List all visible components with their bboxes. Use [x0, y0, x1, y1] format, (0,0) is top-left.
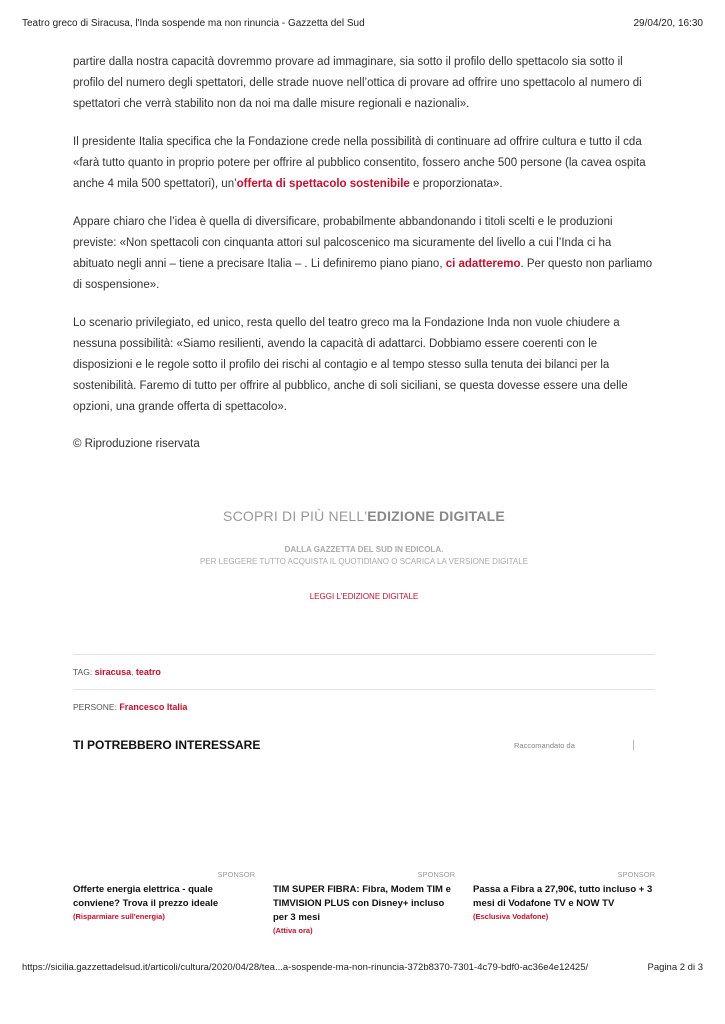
recommendations-title: TI POTREBBERO INTERESSARE: [73, 738, 261, 752]
paragraph-text: e proporzionata».: [409, 178, 503, 190]
print-datetime: 29/04/20, 16:30: [633, 18, 703, 29]
copyright-notice: © Riproduzione riservata: [73, 438, 200, 450]
divider: [73, 654, 655, 655]
recommended-by[interactable]: Raccomandato da: [514, 741, 575, 750]
article-paragraph: [73, 132, 655, 195]
sponsor-label: SPONSOR: [217, 870, 255, 879]
article-paragraph: Lo scenario privilegiato, ed unico, resta quello del teatro greco ma la Fondazione Inda non vuole chiudere a nessuna possibilità: «Siamo resilienti, avendo la capacità di adattarci. Dobbiamo essere coerenti con le disposizioni e le regole sotto il profilo dei rischi al contagio e al tempo stesso sulla tenuta dei bilanci per la sostenibilità. Faremo di tutto per offrire al pubblico, anche di soli siciliani, se questa dovesse essere una delle opzioni, una grande offerta di spettacolo».: [73, 317, 628, 413]
digital-edition-title: [73, 508, 655, 524]
inline-link-offerta[interactable]: offerta di spettacolo sostenibile: [236, 178, 410, 190]
sponsored-card[interactable]: [473, 870, 655, 935]
digital-edition-promo: [73, 508, 655, 604]
card-source[interactable]: (Attiva ora): [273, 926, 313, 935]
divider: [73, 689, 655, 690]
print-url: https://sicilia.gazzettadelsud.it/articoli/cultura/2020/04/28/tea...a-sospende-ma-non-rinuncia-372b8370-7301-4c79-bdf0-ac36e4e12425/: [22, 962, 589, 973]
tags-label: TAG:: [73, 667, 93, 677]
sponsor-label: SPONSOR: [417, 870, 455, 879]
card-headline[interactable]: Offerte energia elettrica - quale conviene? Trova il prezzo ideale: [73, 884, 219, 909]
digital-title-light: SCOPRI DI PIÙ NELL': [223, 508, 368, 524]
paragraph-text: Il presidente Italia specifica che la Fondazione crede nella possibilità di continuare ad offrire cultura e tutto il cda «farà tutto quanto in proprio potere per offrire al pubblico consentito, fossero anche 500 persone (la cavea ospita anche 4 mila 500 spettatori), un’: [73, 136, 646, 190]
print-page-title: Teatro greco di Siracusa, l'Inda sospende ma non rinuncia - Gazzetta del Sud: [22, 18, 365, 29]
article-body: [73, 52, 655, 435]
card-source[interactable]: (Esclusiva Vodafone): [473, 912, 549, 921]
card-headline[interactable]: TIM SUPER FIBRA: Fibra, Modem TIM e TIMVISION PLUS con Disney+ incluso per 3 mesi: [273, 884, 451, 923]
recommended-by-divider: [633, 740, 634, 750]
paragraph-text: Appare chiaro che l’idea è quella di diversificare, probabilmente abbandonando i titoli scelti e le produzioni previste: «Non spettacoli con cinquanta attori sul palcoscenico ma sicuramente del livello a cui l’Inda ci ha abituato negli anni – tiene a precisare Italia – . Li definiremo piano piano,: [73, 216, 613, 270]
card-headline[interactable]: Passa a Fibra a 27,90€, tutto incluso + 3 mesi di Vodafone TV e NOW TV: [473, 884, 653, 909]
paragraph-text: . Per questo non parliamo di sospensione».: [73, 258, 653, 291]
tag-siracusa[interactable]: siracusa: [94, 667, 132, 677]
tag-teatro[interactable]: teatro: [135, 667, 161, 677]
article-paragraph: partire dalla nostra capacità dovremmo provare ad immaginare, sia sotto il profilo dello spettacolo sia sotto il profilo del numero degli spettatori, delle strade nuove nell’ottica di provare ad offrire uno spettacolo al numero di spettatori che verrà stabilito non da noi ma dalle misure regionali e nazionali».: [73, 56, 642, 110]
article-paragraph: [73, 212, 655, 296]
inline-link-adatteremo[interactable]: ci adatteremo: [445, 258, 521, 270]
tags-row: [73, 667, 161, 677]
digital-title-bold: EDIZIONE DIGITALE: [367, 508, 505, 524]
people-label: PERSONE:: [73, 702, 117, 712]
print-header: [22, 18, 703, 29]
digital-edition-description: PER LEGGERE TUTTO ACQUISTA IL QUOTIDIANO O SCARICA LA VERSIONE DIGITALE: [199, 557, 529, 566]
page-number: Pagina 2 di 3: [647, 962, 703, 973]
digital-edition-subtitle: DALLA GAZZETTA DEL SUD IN EDICOLA.: [284, 545, 444, 554]
read-digital-edition-link[interactable]: LEGGI L'EDIZIONE DIGITALE: [309, 592, 419, 601]
print-footer: [22, 962, 703, 973]
sponsor-label: SPONSOR: [617, 870, 655, 879]
person-link[interactable]: Francesco Italia: [119, 702, 188, 712]
card-source[interactable]: (Risparmiare sull'energia): [73, 912, 165, 921]
people-row: [73, 702, 187, 712]
sponsored-card[interactable]: [273, 870, 455, 935]
sponsored-card[interactable]: [73, 870, 255, 935]
tag-separator: ,: [131, 667, 136, 677]
sponsored-cards: [73, 870, 655, 935]
